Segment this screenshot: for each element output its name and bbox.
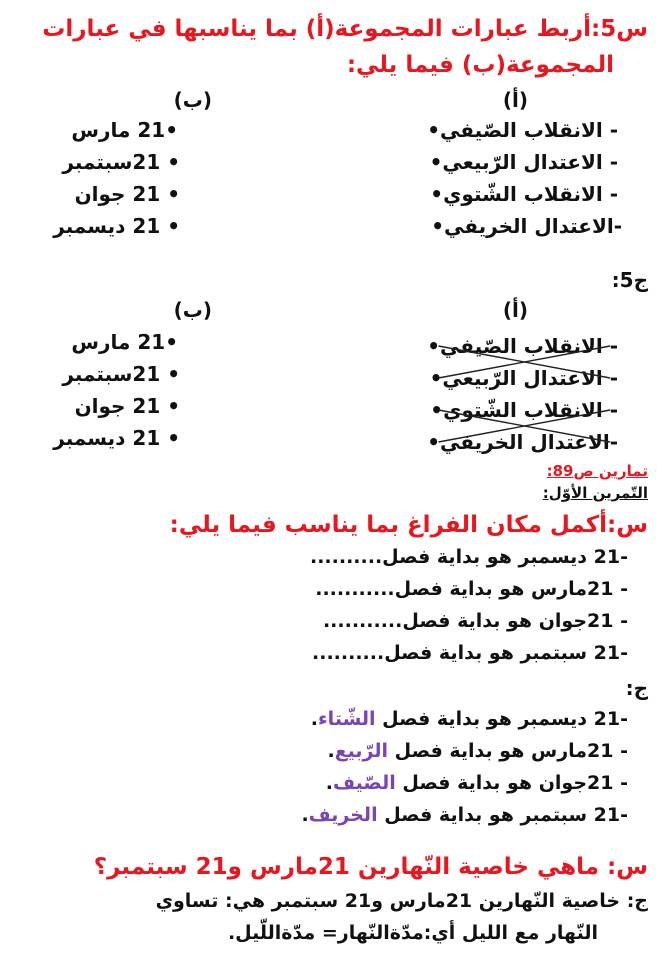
- fill-answer-line: [327, 740, 628, 762]
- season-answer: الصّيف: [332, 772, 396, 794]
- first-exercise-heading: التّمرين الأوّل:: [542, 484, 648, 502]
- q5-col-b-item: • 21سبتمبر: [62, 150, 180, 174]
- answer-end: .: [310, 708, 318, 730]
- fill-answer-line: [311, 708, 628, 730]
- a5-col-b-item: • 21 جوان: [74, 394, 180, 418]
- a5-col-a-list: [427, 330, 618, 458]
- q5-col-a-item: - الانقلاب الشّتوي•: [430, 182, 618, 206]
- matching-lines: [427, 330, 618, 458]
- answer-prefix: - 21مارس هو بداية فصل: [388, 740, 628, 762]
- fill-line: -21 سبتمبر هو بداية فصل..........: [312, 642, 628, 664]
- fill-answer-line: [301, 804, 628, 826]
- answer-end: .: [325, 772, 333, 794]
- a5-matching-block: [427, 330, 618, 458]
- q5-col-b-item: • 21 جوان: [74, 182, 180, 206]
- fill-answer-label: ج:: [625, 676, 648, 700]
- season-answer: الرّبيع: [334, 740, 389, 762]
- last-answer-line2: النّهار مع الليل أي:مدّةالنّهار= مدّةاللّيل.: [227, 922, 598, 944]
- a5-label: ج5:: [611, 268, 648, 292]
- fill-line: - 21مارس هو بداية فصل...........: [315, 578, 628, 600]
- last-question: س: ماهي خاصية النّهارين 21مارس و21 سبتمبر؟: [93, 854, 648, 880]
- q5-col-a-header: (أ): [502, 88, 528, 112]
- q5-col-b-item: •21 مارس: [71, 118, 178, 142]
- a5-col-b-item: •21 مارس: [71, 330, 178, 354]
- a5-col-a-item: - الانقلاب الصّيفي•: [427, 334, 618, 358]
- exercises-heading: تمارين ص89:: [546, 462, 648, 480]
- q5-title-line1: س5:أربط عبارات المجموعة(أ) بما يناسبها في عبارات: [42, 16, 648, 42]
- q5-title-line2: المجموعة(ب) فيما يلي:: [346, 52, 614, 78]
- a5-col-a-header: (أ): [502, 298, 528, 322]
- q5-col-a-item: - الانقلاب الصّيفي•: [427, 118, 618, 142]
- q5-col-b-header: (ب): [173, 88, 212, 112]
- q5-col-b-item: • 21 ديسمبر: [53, 214, 180, 238]
- a5-col-b-item: • 21 ديسمبر: [53, 426, 180, 450]
- fill-line: - 21جوان هو بداية فصل...........: [322, 610, 628, 632]
- q5-col-a-item: -الاعتدال الخريفي•: [431, 214, 622, 238]
- a5-col-a-item: - الانقلاب الشّتوي•: [430, 398, 618, 422]
- fill-line: -21 ديسمبر هو بداية فصل..........: [310, 546, 628, 568]
- answer-prefix: -21 سبتمبر هو بداية فصل: [377, 804, 628, 826]
- answer-prefix: -21 ديسمبر هو بداية فصل: [375, 708, 628, 730]
- q5-col-a-item: - الاعتدال الرّبيعي•: [429, 150, 618, 174]
- fill-question: س:أكمل مكان الفراغ بما يناسب فيما يلي:: [169, 512, 648, 538]
- a5-col-b-item: • 21سبتمبر: [62, 362, 180, 386]
- season-answer: الشّتاء: [317, 708, 376, 730]
- answer-prefix: - 21جوان هو بداية فصل: [395, 772, 628, 794]
- season-answer: الخريف: [308, 804, 378, 826]
- a5-col-a-item: - الاعتدال الرّبيعي•: [429, 366, 618, 390]
- a5-col-a-item: -الاعتدال الخريفي•: [427, 430, 618, 454]
- answer-end: .: [327, 740, 335, 762]
- last-answer-line1: ج: خاصية النّهارين 21مارس و21 سبتمبر هي: تساوي: [155, 890, 648, 912]
- a5-col-b-header: (ب): [173, 298, 212, 322]
- fill-answer-line: [326, 772, 628, 794]
- answer-end: .: [301, 804, 309, 826]
